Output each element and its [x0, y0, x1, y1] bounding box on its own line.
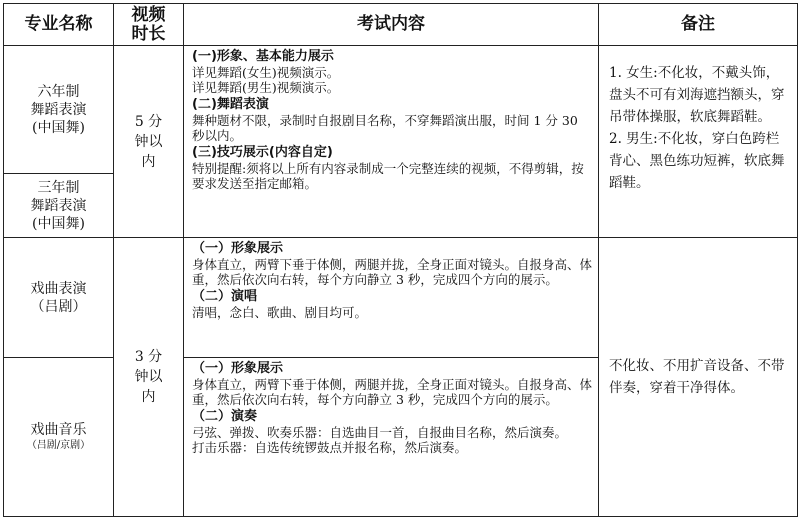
header-duration: 视频时长 — [114, 4, 184, 46]
section-text: 详见舞蹈(男生)视频演示。 — [192, 80, 340, 96]
header-major: 专业名称 — [4, 4, 114, 46]
content-cell-opera-music — [184, 358, 599, 517]
section-text: 打击乐器：自选传统锣鼓点并报名称，然后演奏。 — [192, 440, 468, 456]
major-label-line: 三年制 — [37, 179, 80, 196]
section-heading: (二)舞蹈表演 — [192, 96, 269, 112]
content-cell-opera-performance — [184, 238, 599, 358]
exam-requirements-table — [3, 3, 798, 517]
section-heading: （一）形象展示 — [192, 361, 284, 376]
table-row-dance-six-year — [4, 46, 798, 174]
major-label-line: 戏曲表演 — [30, 280, 87, 297]
section-text: 舞种题材不限，录制时自报剧目名称，不穿舞蹈演出服，时间 1 分 30 秒以内。 — [192, 112, 578, 144]
content-list — [192, 240, 592, 320]
major-cell-dance-six-year — [4, 46, 114, 174]
major-label-line: (中国舞) — [32, 215, 85, 232]
section-heading: （一）形象展示 — [192, 241, 284, 256]
major-cell-dance-three-year — [4, 174, 114, 238]
content-list — [192, 48, 592, 191]
header-note: 备注 — [599, 4, 798, 46]
section-text: 身体直立，两臂下垂于体侧，两腿并拢，全身正面对镜头。自报身高、体重，然后依次向右转，每个方向静立 3 秒，完成四个方向的展示。 — [192, 257, 593, 288]
section-heading: (三)技巧展示(内容自定) — [192, 144, 333, 160]
header-content: 考试内容 — [184, 4, 599, 46]
major-label-line: (中国舞) — [32, 119, 85, 136]
section-heading: （二）演唱 — [192, 288, 258, 304]
note-cell-dance — [599, 46, 798, 238]
note-item: 2. 男生:不化妆，穿白色跨栏背心、黑色练功短裤，软底舞蹈鞋。 — [609, 131, 785, 191]
duration-cell-opera — [114, 238, 184, 517]
note-cell-opera — [599, 238, 798, 517]
major-cell-opera-performance — [4, 238, 114, 358]
content-list — [192, 360, 592, 456]
section-text: 详见舞蹈(女生)视频演示。 — [192, 65, 340, 80]
major-cell-opera-music — [4, 358, 114, 517]
table-row-opera-performance — [4, 238, 798, 358]
duration-value: 5 分钟以内 — [134, 113, 163, 170]
section-heading: (一)形象、基本能力展示 — [192, 49, 334, 64]
major-label-line: 戏曲音乐 — [30, 422, 87, 438]
section-text: 弓弦、弹拨、吹奏乐器：自选曲目一首，自报曲目名称，然后演奏。 — [192, 424, 568, 440]
note-item: 1. 女生:不化妆，不戴头饰，盘头不可有刘海遮挡额头，穿吊带体操服，软底舞蹈鞋。 — [609, 65, 785, 125]
duration-cell-dance — [114, 46, 184, 238]
header-row — [4, 4, 798, 46]
major-label-line: 六年制 — [37, 83, 80, 100]
major-label-line: 舞蹈表演 — [30, 101, 87, 118]
note-item: 不化妆、不用扩音设备、不带伴奏，穿着干净得体。 — [609, 358, 785, 396]
major-label-line: （吕剧） — [30, 298, 87, 315]
content-cell-dance — [184, 46, 599, 238]
major-label-line: （吕剧/京剧） — [26, 440, 91, 451]
section-text: 身体直立，两臂下垂于体侧，两腿并拢，全身正面对镜头。自报身高、体重，然后依次向右转，每个方向静立 3 秒，完成四个方向的展示。 — [192, 377, 593, 408]
section-heading: （二）演奏 — [192, 408, 258, 424]
duration-value: 3 分钟以内 — [134, 349, 163, 405]
major-label-line: 舞蹈表演 — [30, 197, 87, 214]
section-text: 特别提醒:须将以上所有内容录制成一个完整连续的视频，不得剪辑，按要求发送至指定邮箱。 — [192, 160, 584, 192]
section-text: 清唱，念白、歌曲、剧目均可。 — [192, 304, 368, 320]
